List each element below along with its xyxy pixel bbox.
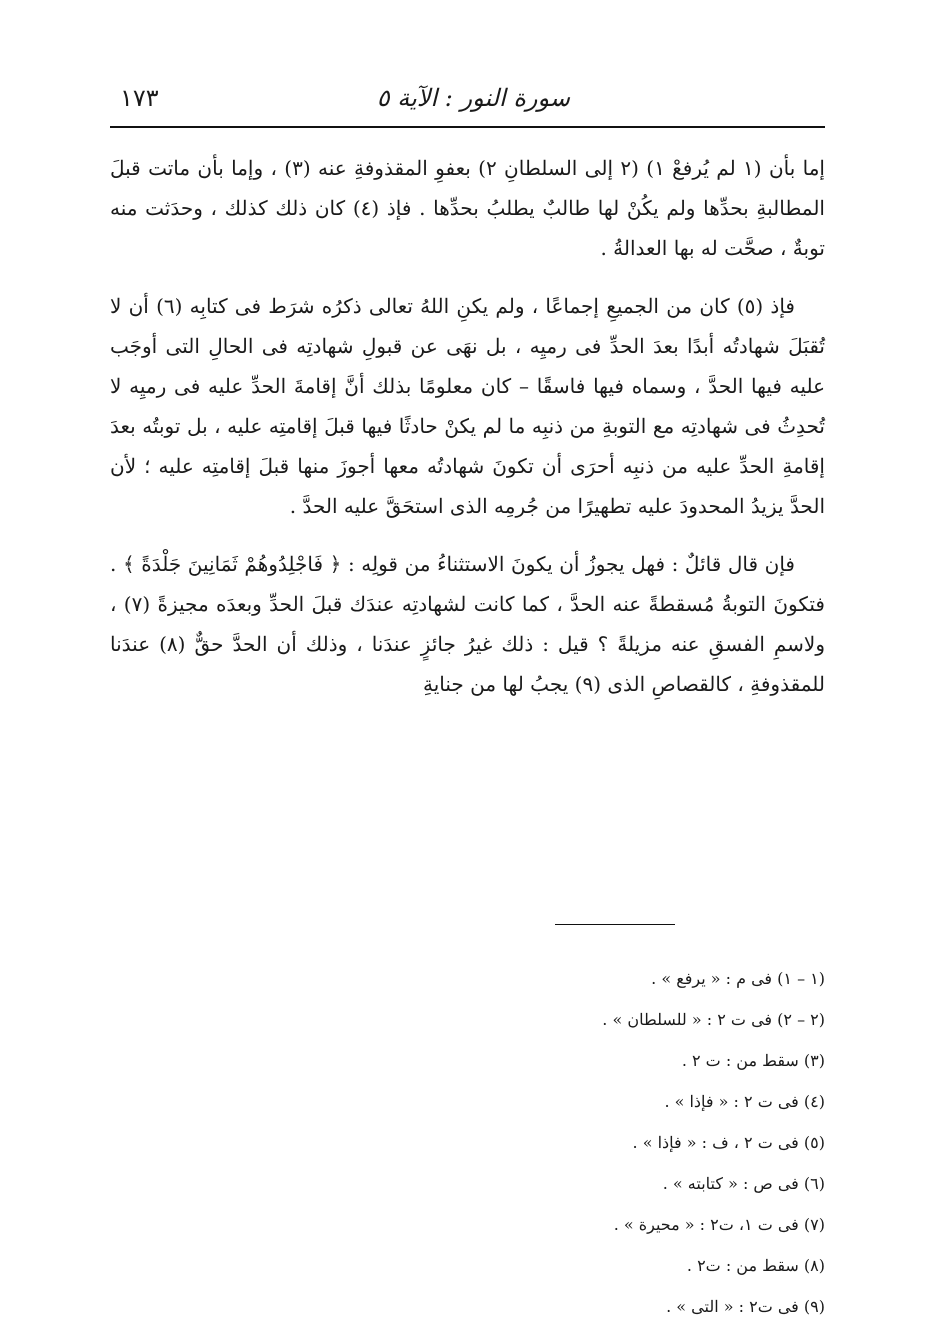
- main-text: [110, 148, 825, 704]
- footnote-3: (٣) سقط من : ت ٢ .: [681, 1051, 825, 1070]
- page-header: [110, 80, 825, 126]
- header-rule: [110, 126, 825, 128]
- running-title: سورة النور : الآية ٥: [376, 84, 570, 112]
- footnote-separator: [555, 924, 675, 925]
- page-number: ١٧٣: [120, 84, 159, 112]
- footnote-6: (٦) فى ص : « كتابته » .: [662, 1174, 825, 1193]
- paragraph-1: إما بأن (١ لم يُرفعْ ١) (٢ إلى السلطانِ ٢) بعفوِ المقذوفةِ عنه (٣) ، وإما بأن ماتت قبلَ المطالبةِ بحدِّها ولم يكُنْ لها طالبٌ يطلبُ بحدِّها . فإذ (٤) كان ذلك كذلك ، وحدَثت منه توبةٌ ، صحَّت له بها العدالةُ .: [110, 156, 825, 260]
- paragraph-2: فإذ (٥) كان من الجميعِ إجماعًا ، ولم يكنِ اللهُ تعالى ذكرُه شرَط فى كتابِه (٦) أن لا تُقبَلَ شهادتُه أبدًا بعدَ الحدِّ فى رميِه ، بل نهَى عن قبولِ شهادتِه فى الحالِ التى أوجَب عليه فيها الحدَّ ، وسماه فيها فاسقًا – كان معلومًا بذلك أنَّ إقامةَ الحدِّ عليه فى رميِه لا تُحدِثُ فى شهادتِه مع التوبةِ من ذنبِه ما لم يكنْ حادثًا فيها قبلَ إقامتِه عليه ، بل توبتُه بعدَ إقامةِ الحدِّ عليه من ذنبِه أحرَى أن تكونَ شهادتُه معها أجوزَ منها قبلَ إقامتِه عليه ؛ لأن الحدَّ يزيدُ المحدودَ عليه تطهيرًا من جُرمِه الذى استحَقَّ عليه الحدَّ .: [110, 294, 825, 518]
- footnotes: [602, 958, 825, 1327]
- footnote-2: (٢ – ٢) فى ت ٢ : « للسلطان » .: [602, 1010, 825, 1029]
- footnote-5: (٥) فى ت ٢ ، ف : « فإذا » .: [632, 1133, 825, 1152]
- footnote-9: (٩) فى ت٢ : « التى » .: [666, 1297, 825, 1316]
- footnote-1: (١ – ١) فى م : « يرفع » .: [651, 969, 825, 988]
- paragraph-3: فإن قال قائلٌ : فهل يجوزُ أن يكونَ الاستثناءُ من قولِه : ﴿ فَاجْلِدُوهُمْ ثَمَانِينَ جَلْدَةً ﴾ . فتكونَ التوبةُ مُسقطةً عنه الحدَّ ، كما كانت لشهادتِه عندَك قبلَ الحدِّ وبعدَه مجيزةً (٧) ، ولاسمِ الفسقِ عنه مزيلةً ؟ قيل : ذلك غيرُ جائزٍ عندَنا ، وذلك أن الحدَّ حقٌّ (٨) عندَنا للمقذوفةِ ، كالقصاصِ الذى (٩) يجبُ لها من جنايةِ: [110, 552, 825, 696]
- footnote-4: (٤) فى ت ٢ : « فإذا » .: [664, 1092, 825, 1111]
- footnote-8: (٨) سقط من : ت٢ .: [686, 1256, 825, 1275]
- footnote-7: (٧) فى ت ١، ت٢ : « محيرة » .: [613, 1215, 825, 1234]
